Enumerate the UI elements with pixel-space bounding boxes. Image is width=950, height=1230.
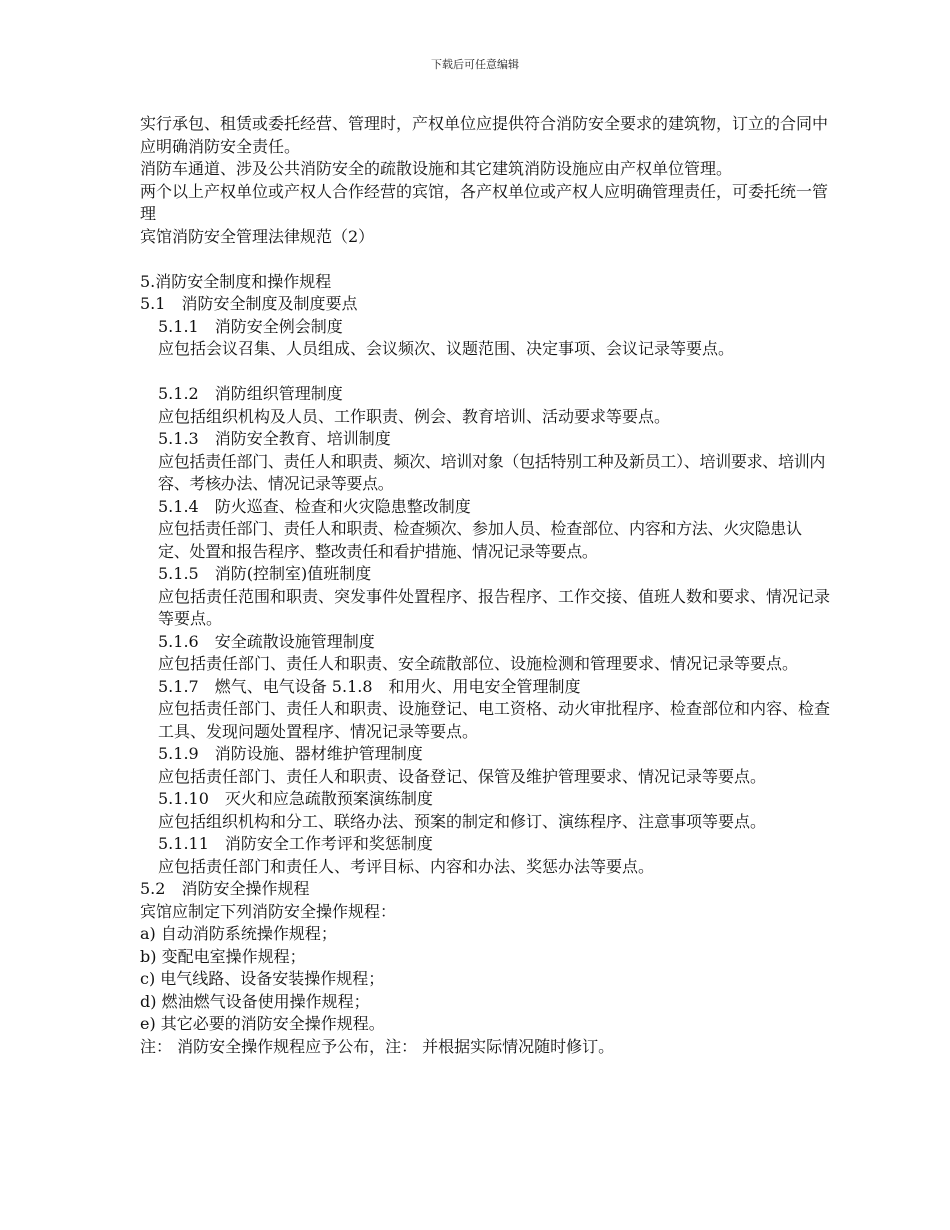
item-heading: 5.1.1 消防安全例会制度 — [158, 316, 343, 336]
item-text: 应包括责任部门、责任人和职责、设备登记、保管及维护管理要求、情况记录等要点。 — [158, 766, 767, 786]
list-item: e) 其它必要的消防安全操作规程。 — [140, 1014, 385, 1033]
spacer — [140, 248, 830, 271]
list-item: b) 变配电室操作规程； — [140, 946, 306, 966]
item-heading: 5.1.10 灭火和应急疏散预案演练制度 — [158, 789, 433, 808]
section-title: 5.消防安全制度和操作规程 — [140, 271, 332, 291]
item-text: 应包括责任部门和责任人、考评目标、内容和办法、奖惩办法等要点。 — [158, 856, 655, 876]
list-item: a) 自动消防系统操作规程； — [140, 924, 337, 943]
item-text: 应包括责任部门、责任人和职责、安全疏散部位、设施检测和管理要求、情况记录等要点。 — [158, 654, 799, 673]
spacer — [140, 361, 830, 384]
note: 注： 消防安全操作规程应予公布，注： 并根据实际情况随时修订。 — [140, 1036, 615, 1056]
item-heading: 5.1.7 燃气、电气设备 5.1.8 和用火、用电安全管理制度 — [158, 676, 581, 696]
item-text: 应包括责任部门、责任人和职责、检查频次、参加人员、检查部位、内容和方法、火灾隐患认定、处置和报告程序、整改责任和看护措施、情况记录等要点。 — [158, 519, 802, 561]
item-text: 应包括会议召集、人员组成、会议频次、议题范围、决定事项、会议记录等要点。 — [158, 339, 735, 358]
item-heading: 5.1.3 消防安全教育、培训制度 — [158, 429, 391, 448]
list-item: d) 燃油燃气设备使用操作规程； — [140, 991, 370, 1011]
page-header: 下载后可任意编辑 — [431, 58, 519, 71]
item-text: 应包括责任部门、责任人和职责、设施登记、电工资格、动火审批程序、检查部位和内容、检查工具、发现问题处置程序、情况记录等要点。 — [158, 699, 831, 741]
item-text: 应包括组织机构及人员、工作职责、例会、教育培训、活动要求等要点。 — [158, 406, 671, 426]
paragraph: 宾馆应制定下列消防安全操作规程： — [140, 901, 397, 921]
item-heading: 5.1.5 消防(控制室)值班制度 — [158, 564, 372, 583]
paragraph: 消防车通道、涉及公共消防安全的疏散设施和其它建筑消防设施应由产权单位管理。 — [140, 159, 733, 178]
item-heading: 5.1.4 防火巡查、检查和火灾隐患整改制度 — [158, 496, 471, 516]
document-body — [140, 113, 830, 1058]
subsection-title: 5.2 消防安全操作规程 — [140, 879, 310, 898]
item-text: 应包括责任范围和职责、突发事件处置程序、报告程序、工作交接、值班人数和要求、情况记录等要点。 — [158, 586, 831, 628]
item-heading: 5.1.6 安全疏散设施管理制度 — [158, 631, 375, 651]
item-text: 应包括组织机构和分工、联络办法、预案的制定和修订、演练程序、注意事项等要点。 — [158, 811, 767, 831]
paragraph: 实行承包、租赁或委托经营、管理时，产权单位应提供符合消防安全要求的建筑物，订立的合同中应明确消防安全责任。 — [140, 114, 829, 156]
item-heading: 5.1.11 消防安全工作考评和奖惩制度 — [158, 834, 433, 853]
item-heading: 5.1.2 消防组织管理制度 — [158, 384, 343, 403]
section-subtitle: 宾馆消防安全管理法律规范（2） — [140, 226, 375, 246]
list-item: c) 电气线路、设备安装操作规程； — [140, 969, 385, 988]
paragraph: 两个以上产权单位或产权人合作经营的宾馆，各产权单位或产权人应明确管理责任，可委托统一管理 — [140, 181, 829, 223]
item-text: 应包括责任部门、责任人和职责、频次、培训对象（包括特别工种及新员工）、培训要求、培训内容、考核办法、情况记录等要点。 — [158, 451, 826, 493]
item-heading: 5.1.9 消防设施、器材维护管理制度 — [158, 744, 423, 763]
subsection-title: 5.1 消防安全制度及制度要点 — [140, 294, 358, 313]
